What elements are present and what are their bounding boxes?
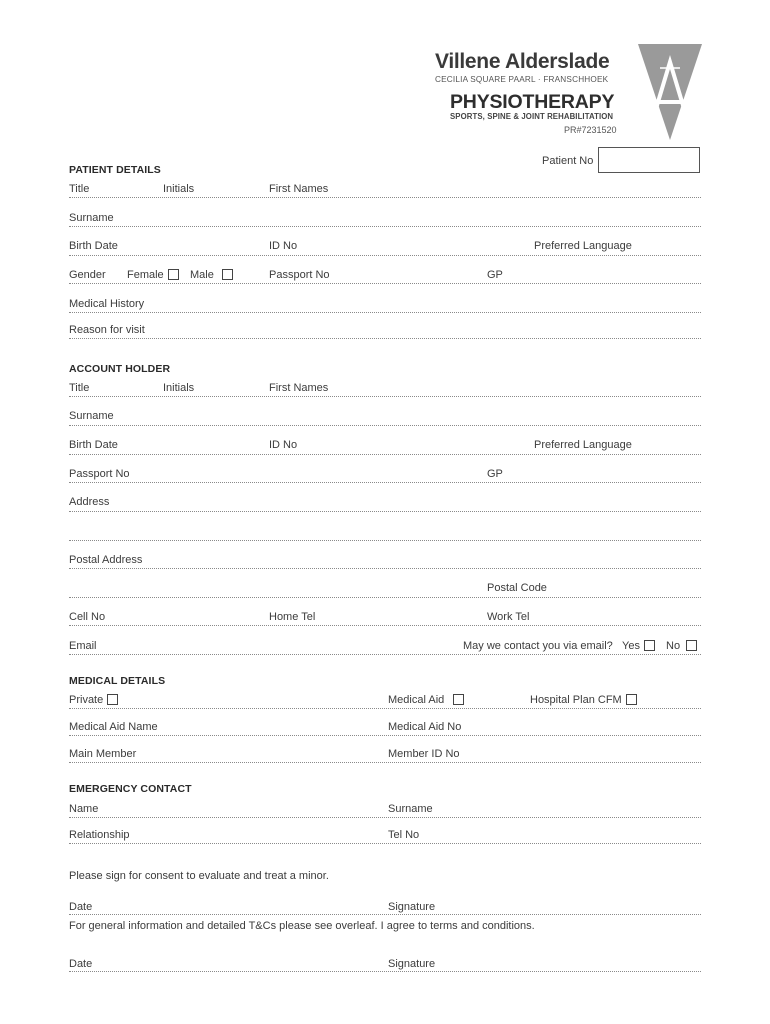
relationship-line[interactable] (69, 843, 701, 844)
email-yes-checkbox[interactable] (644, 640, 655, 651)
work-tel-label: Work Tel (487, 611, 530, 623)
phone-line[interactable] (69, 625, 701, 626)
patient-birth-line[interactable] (69, 255, 701, 256)
postal-code-label: Postal Code (487, 582, 547, 594)
relationship-label: Relationship (69, 829, 130, 841)
patient-no-label: Patient No (542, 155, 594, 167)
postal-address-label: Postal Address (69, 554, 143, 566)
brand-service: PHYSIOTHERAPY (450, 91, 615, 113)
female-checkbox[interactable] (168, 269, 179, 280)
reason-for-visit-line[interactable] (69, 338, 701, 339)
terms-signature-label: Signature (388, 958, 436, 970)
medical-type-line[interactable] (69, 708, 701, 709)
brand-name: Villene Alderslade (435, 50, 610, 73)
emergency-name-line[interactable] (69, 817, 701, 818)
account-birth-date-label: Birth Date (69, 439, 118, 451)
account-passport-no-label: Passport No (69, 468, 130, 480)
minor-consent-text: Please sign for consent to evaluate and treat a minor. (69, 870, 329, 882)
patient-surname-line[interactable] (69, 226, 701, 227)
address-label: Address (69, 496, 110, 508)
terms-date-label: Date (69, 958, 93, 970)
account-name-line[interactable] (69, 396, 701, 397)
address-line-2[interactable] (69, 540, 701, 541)
patient-first-names-label: First Names (269, 183, 329, 195)
emergency-name-label: Name (69, 803, 99, 815)
private-checkbox[interactable] (107, 694, 118, 705)
emergency-surname-label: Surname (388, 803, 433, 815)
account-passport-line[interactable] (69, 482, 701, 483)
patient-gp-label: GP (487, 269, 503, 281)
medical-history-label: Medical History (69, 298, 145, 310)
medical-aid-no-label: Medical Aid No (388, 721, 462, 733)
main-member-line[interactable] (69, 762, 701, 763)
medical-aid-label: Medical Aid (388, 694, 445, 706)
patient-gender-label: Gender (69, 269, 106, 281)
patient-name-line[interactable] (69, 197, 701, 198)
account-title-label: Title (69, 382, 90, 394)
account-gp-label: GP (487, 468, 503, 480)
reason-for-visit-label: Reason for visit (69, 324, 145, 336)
emergency-tel-no-label: Tel No (388, 829, 420, 841)
minor-signature-label: Signature (388, 901, 436, 913)
medical-aid-name-label: Medical Aid Name (69, 721, 158, 733)
hospital-plan-label: Hospital Plan CFM (530, 694, 622, 706)
member-id-no-label: Member ID No (388, 748, 460, 760)
minor-signature-line[interactable] (69, 914, 701, 915)
postal-address-line[interactable] (69, 568, 701, 569)
email-label: Email (69, 640, 97, 652)
email-question: May we contact you via email? (463, 640, 613, 652)
patient-details-heading: PATIENT DETAILS (69, 164, 161, 176)
patient-birth-date-label: Birth Date (69, 240, 118, 252)
account-first-names-label: First Names (269, 382, 329, 394)
patient-no-field[interactable] (598, 147, 700, 173)
emergency-contact-heading: EMERGENCY CONTACT (69, 783, 192, 795)
patient-id-no-label: ID No (269, 240, 298, 252)
logo (638, 44, 702, 140)
email-line[interactable] (69, 654, 701, 655)
practice-number: PR#7231520 (564, 125, 617, 135)
patient-passport-no-label: Passport No (269, 269, 330, 281)
account-id-no-label: ID No (269, 439, 298, 451)
main-member-label: Main Member (69, 748, 137, 760)
patient-preferred-language-label: Preferred Language (534, 240, 632, 252)
terms-text: For general information and detailed T&Cs please see overleaf. I agree to terms and conditions. (69, 920, 535, 932)
patient-initials-label: Initials (163, 183, 195, 195)
account-surname-line[interactable] (69, 425, 701, 426)
account-preferred-language-label: Preferred Language (534, 439, 632, 451)
hospital-plan-checkbox[interactable] (626, 694, 637, 705)
brand-address: CECILIA SQUARE PAARL · FRANSCHHOEK (435, 75, 609, 84)
account-holder-heading: ACCOUNT HOLDER (69, 363, 171, 375)
female-label: Female (127, 269, 164, 281)
email-no-label: No (666, 640, 681, 652)
male-checkbox[interactable] (222, 269, 233, 280)
brand-tagline: SPORTS, SPINE & JOINT REHABILITATION (450, 112, 614, 121)
home-tel-label: Home Tel (269, 611, 316, 623)
account-initials-label: Initials (163, 382, 195, 394)
male-label: Male (190, 269, 214, 281)
address-line-1[interactable] (69, 511, 701, 512)
patient-gender-line[interactable] (69, 283, 701, 284)
account-surname-label: Surname (69, 410, 114, 422)
account-birth-line[interactable] (69, 454, 701, 455)
cell-no-label: Cell No (69, 611, 106, 623)
patient-surname-label: Surname (69, 212, 114, 224)
medical-aid-checkbox[interactable] (453, 694, 464, 705)
minor-date-label: Date (69, 901, 93, 913)
medical-aid-line[interactable] (69, 735, 701, 736)
patient-title-label: Title (69, 183, 90, 195)
email-no-checkbox[interactable] (686, 640, 697, 651)
postal-code-line[interactable] (69, 597, 701, 598)
medical-details-heading: MEDICAL DETAILS (69, 675, 166, 687)
private-label: Private (69, 694, 104, 706)
email-yes-label: Yes (622, 640, 640, 652)
terms-signature-line[interactable] (69, 971, 701, 972)
medical-history-line[interactable] (69, 312, 701, 313)
